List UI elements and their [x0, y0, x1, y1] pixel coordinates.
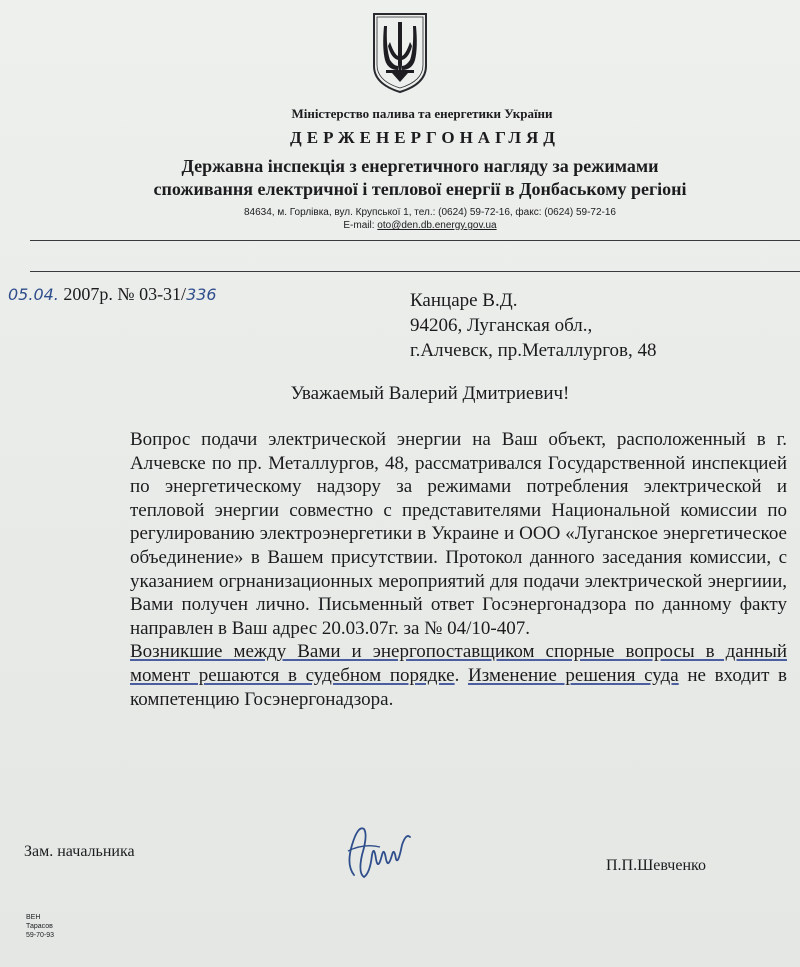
- executor-initials: ВЕН: [26, 914, 41, 921]
- address-line: 84634, м. Горлівка, вул. Крупської 1, тел.: (0624) 59-72-16, факс: (0624) 59-72-16: [244, 207, 616, 218]
- recipient-address-line1: 94206, Луганская обл.,: [410, 315, 593, 336]
- agency-name: ДЕРЖЕНЕРГОНАГЛЯД: [290, 128, 560, 147]
- recipient-address-line2: г.Алчевск, пр.Металлургов, 48: [410, 340, 657, 361]
- header-rule-top: [30, 240, 800, 241]
- body-paragraph-2: Возникшие между Вами и энергопоставщиком спорные вопросы в данный момент решаются в судебном порядке. Изменение решения суда не входит в компетенцию Госэнергонадзора.: [130, 641, 788, 710]
- inspection-title-line1: Державна інспекція з енергетичного нагляду за режимами: [181, 156, 659, 176]
- executor-name: Тарасов: [26, 923, 53, 930]
- email-line: [260, 220, 580, 231]
- underlined-disputes: Возникшие между Вами и энергопоставщиком спорные вопросы в данный момент решаются в судебном порядке: [130, 641, 787, 686]
- greeting: Уважаемый Валерий Дмитриевич!: [290, 383, 570, 404]
- executor-phone: 59-70-93: [26, 932, 55, 939]
- inspection-title-line2: споживання електричної і теплової енергії в Донбаському регіоні: [153, 179, 687, 199]
- header-rule-bottom: [30, 271, 800, 272]
- handwritten-date: 05.04.: [8, 285, 59, 304]
- signer-position: Зам. начальника: [24, 843, 135, 860]
- recipient-name: Канцаре В.Д.: [410, 290, 518, 311]
- reference-year-number: 2007р. № 03-31/: [63, 284, 187, 304]
- trident-emblem-icon: [366, 8, 434, 96]
- email-label: E-mail:: [343, 220, 375, 231]
- ministry-name: Міністерство палива та енергетики України: [291, 106, 553, 121]
- signature-image: [340, 815, 420, 890]
- letter-body: [130, 428, 787, 711]
- handwritten-number: 336: [186, 285, 217, 304]
- underlined-court-decision: Изменение решения суда: [467, 664, 679, 686]
- signer-name: П.П.Шевченко: [606, 857, 706, 874]
- body-paragraph-1: Вопрос подачи электрической энергии на Ваш объект, расположенный в г. Алчевске по пр. Металлургов, 48, рассматривался Государственной инспекцией по энергетическому надзору за режимами потребления электрической и тепловой энергии совместно с представителями Национальной комиссии по регулированию электроэнергетики в Украине и ООО «Луганское энергетическое объединение» в Вашем присутствии. Протокол данного заседания комиссии, с указанием огрнанизационных мероприятий для подачи электрической энергиии, Вами получен лично. Письменный ответ Госэнергонадзора по данному факту направлен в Ваш адрес 20.03.07г. за № 04/10-407.: [130, 429, 787, 639]
- reference-line: [8, 284, 217, 305]
- email-address: oto@den.db.energy.gov.ua: [377, 220, 497, 231]
